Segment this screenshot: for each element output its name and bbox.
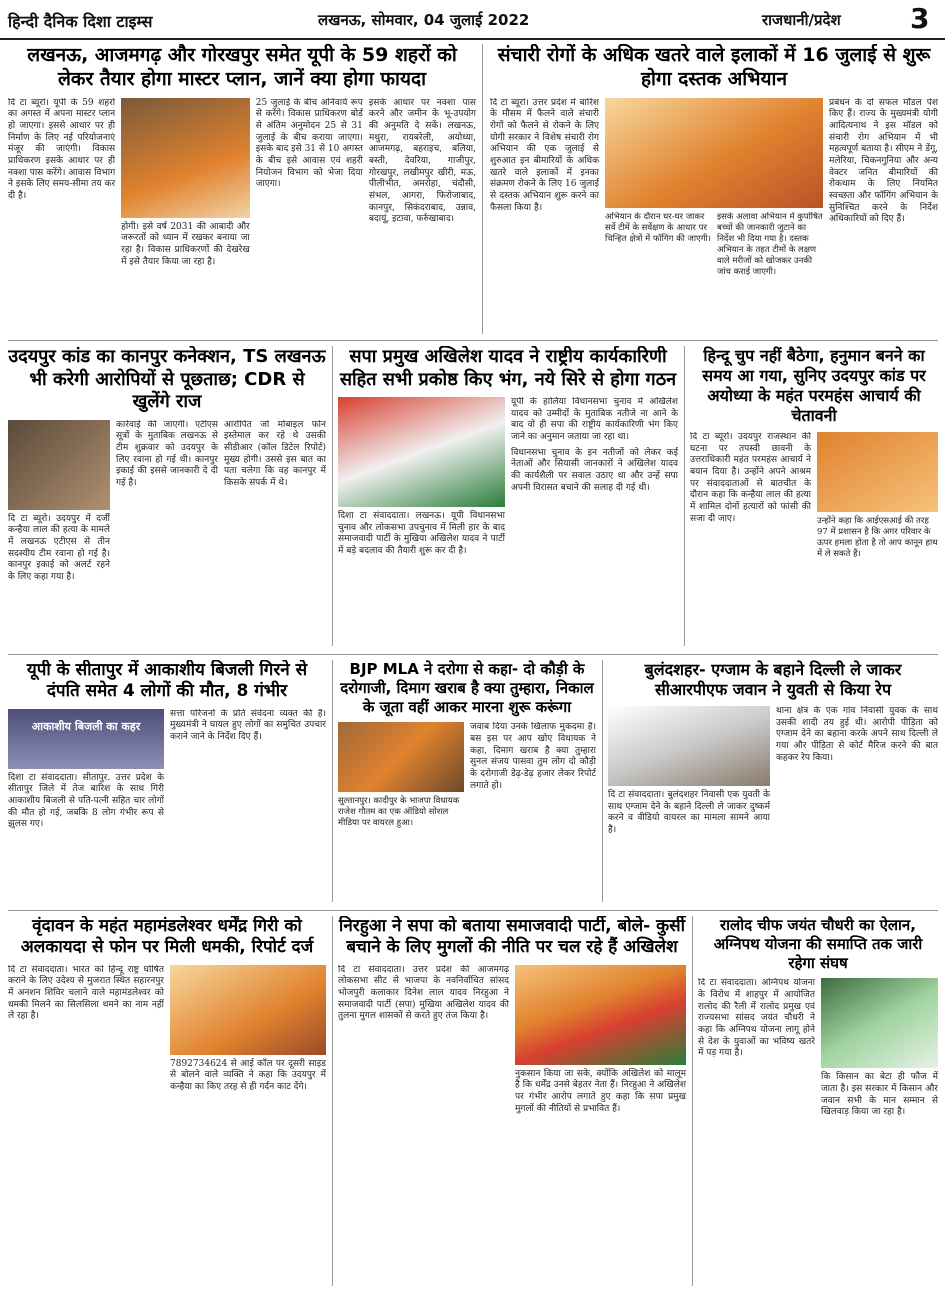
photo-jayant — [821, 978, 938, 1068]
photo-yogi — [121, 98, 250, 218]
column-rule — [692, 916, 693, 1286]
headline-mla-darogaji: BJP MLA ने दरोगा से कहा- दो कौड़ी के दरोगाजी, दिमाग खराब है क्या तुम्हारा, निकाल के जूता वहीं आकर मारना शुरू करूंगा — [340, 660, 594, 716]
story-text: दि टा ब्यूरो। उदयपुर राजस्थान की घटना पर तपस्वी छावनी के उत्तराधिकारी महंत परमहंस आचार्य ने बयान दिया है। उन्होंने अपने आश्रम पर संवाददाताओं से बातचीत के दौरान कहा कि कन्हैया लाल की हत्या में शामिल दोनों हत्यारों को फांसी की सजा दी जाए। — [690, 432, 811, 524]
headline-jayant: रालोद चीफ जयंत चौधरी का ऐलान, अग्निपथ योजना की समाप्ति तक जारी रहेगा संघष — [713, 916, 923, 972]
headline-udaipur-kanpur: उदयपुर कांड का कानपुर कनेक्शन, TS लखनऊ भी करेगी आरोपियों से पूछताछ; CDR से खुलेंगे राज — [8, 346, 326, 412]
story-text: सत्ता परिजनों के प्रति संवेदना व्यक्त की है। मुख्यमंत्री ने घायल हुए लोगों का समुचित उपचार कराने जाने के निर्देश दिए हैं। — [170, 708, 326, 742]
story-text: प्रबंधन के दो सफल मॉडल पेश किए हैं। राज्य के मुख्यमंत्री योगी आदित्यनाथ ने इस मॉडल को संचारी रोग अभियान में भी महत्वपूर्ण बताया है। सीएम ने डेंगू, मलेरिया, चिकनगुनिया और अन्य वेक्टर जनित बीमारियों की रोकथाम के लिए नियमित स्वच्छता और फॉगिंग अभियान के सुनिश्चित करने के निर्देश अधिकारियों को दिए हैं। — [829, 97, 938, 225]
story-udaipur-kanpur — [8, 346, 326, 652]
row-rule — [8, 654, 938, 655]
photo-akhilesh — [338, 397, 505, 507]
story-text: कि किसान का बेटा ही फौज में जाता है। इस सरकार में किसान और जवान सभी के मान सम्मान से खिलवाड़ किया जा रहा है। — [821, 1072, 938, 1118]
story-text: इसके अलावा अभियान में कुपोषित बच्चों की जानकारी जुटाने का निर्देश भी दिया गया है। दस्तक अभियान के तहत टीमों के लक्षण वाले मरीजों को खोजकर उनकी जांच कराई जाएगी। — [717, 211, 823, 277]
section-name: राजधानी/प्रदेश — [762, 11, 841, 29]
headline-master-plan: लखनऊ, आजमगढ़ और गोरखपुर समेत यूपी के 59 शहरों को लेकर तैयार होगा मास्टर प्लान, जानें क्या होगा फायदा — [27, 44, 457, 90]
headline-akhilesh-sp: सपा प्रमुख अखिलेश यादव ने राष्ट्रीय कार्यकारिणी सहित सभी प्रकोष्ठ किए भंग, नये सिरे से होगा गठन — [339, 346, 677, 390]
story-text: इसके आधार पर नक्शा पास करने और जमीन के भू-उपयोग की अनुमति दे सकें। लखनऊ, मथुरा, रायबरेली, अयोध्या, आजमगढ़, बहराइच, बलिया, बस्ती, देवरिया, गाजीपुर, गोरखपुर, लखीमपुर खीरी, मऊ, पीलीभीत, अमरोहा, चंदौसी, संभल, आगरा, फिरोजाबाद, कानपुर, सिकंदराबाद, उन्नाव, बदायूं, इटावा, फर्रुखाबाद। — [368, 97, 476, 225]
story-text: कार्रवाई की जाएगी। एटीएस सूत्रों के मुताबिक लखनऊ से टीम शुक्रवार को उदयपुर के लिए रवाना हो गई थी। कानपुर इकाई की इससे जानकारी दे दी गई है। — [116, 419, 218, 488]
headline-dharmendra-giri: वृंदावन के महंत महामंडलेश्वर धर्मेंद्र गिरी को अलकायदा से फोन पर मिली धमकी, रिपोर्ट दर्ज — [20, 916, 314, 958]
story-paramhans — [690, 346, 938, 652]
story-mla-darogaji — [338, 660, 596, 908]
story-dharmendra-giri — [8, 916, 326, 1288]
photo-caption: सुल्तानपुर। कादीपुर के भाजपा विधायक राजेश गौतम का एक ऑडियो सोशल मीडिया पर वायरल हुआ। — [338, 796, 460, 829]
story-text: दि टा संवाददाता। अग्निपथ योजना के विरोध में शाहपुर में आयोजित रालोद की रैली में रालोद प्रमुख एवं राज्यसभा सांसद जयंत चौधरी ने कहा कि अग्निपथ योजना लागू होने से देश के युवाओं का भविष्य खतरे में पड़ गया है। — [698, 978, 815, 1059]
story-text: होगी। इसे वर्ष 2031 की आबादी और जरूरतों को ध्यान में रखकर बनाया जा रहा है। विकास प्राधिकरणों की देखरेख में इसे तैयार किया जा रहा है। — [121, 221, 250, 267]
story-text: विधानसभा चुनाव के इन नतीजों को लेकर कई नेताओं और सियासी जानकारों ने अखिलेश यादव की कार्यशैली पर सवाल उठाए था और उन्हें सपा अपनी विरासत बचाने की सलाह दी गई थी। — [511, 447, 678, 493]
story-text: दि टा संवाददाता। भारत को हिन्दू राष्ट्र घोषित कराने के लिए उदेश्य से मुजरात स्थित सहारनपुर में अनशन शिविर चलाने वाले महामंडलेश्वर को धमकी मिलने का सिलसिला थमने का नाम नहीं ले रहा है। — [8, 964, 164, 1022]
headline-paramhans: हिन्दू चुप नहीं बैठेगा, हनुमान बनने का समय आ गया, सुनिए उदयपुर कांड पर अयोध्या के महंत परमहंस आचार्य की चेतावनी — [702, 346, 926, 425]
story-jayant — [698, 916, 938, 1288]
story-text: 7892734624 से आई कॉल पर दूसरी साइड से बोलने वाले व्यक्ति ने कहा कि उदयपुर में कन्हैया का किए तरह से ही गर्दन काट देंगे। — [170, 1058, 326, 1092]
row-rule — [8, 910, 938, 911]
story-text: नुकसान किया जा सके, क्योंकि अखिलेश को मालूम है कि धर्मेंद्र उनसे बेहतर नेता हैं। निरहुआ ने अखिलेश पर गंभीर आरोप लगाते हुए कहा कि सपा प्रमुख मुगलों की नीतियों से प्रभावित हैं। — [515, 1068, 686, 1114]
story-text: दि टा ब्यूरो। उत्तर प्रदेश में बारिश के मौसम में फैलने वाले संचारी रोगों को फैलने से रोकने के लिए योगी सरकार ने विशेष संचारी रोग अभियान की एक जुलाई से शुरुआत इन बीमारियों के अधिक खतरे वाले इलाकों में इनका संक्रमण रोकने के लिए 16 जुलाई से दस्तक अभियान शुरू करने का फैसला किया है। — [490, 97, 599, 213]
page-number: 3 — [910, 2, 930, 35]
headline-nirahua: निरहुआ ने सपा को बताया समाजवादी पार्टी, बोले- कुर्सी बचाने के लिए मुगलों की नीति पर चल रहे हैं अखिलेश — [338, 916, 686, 958]
column-rule — [332, 916, 333, 1286]
story-text: जवाब दिया उनके खिलाफ मुकदमा है। बस इस पर आप खोए विधायक ने कहा, दिमाग खराब है क्या तुम्हारा सुनल संजय पासवा तुम लोग दो कौड़ी के दरोगाजी डेढ़-डेढ़ हजार लेकर रिपोर्ट लगाते हो। — [470, 722, 596, 791]
story-nirahua — [338, 916, 686, 1288]
story-text: यूपी के हालिया विधानसभा चुनाव में अखिलेश यादव को उम्मीदों के मुताबिक नतीजे ना आने के बाद वो ही सपा की राष्ट्रीय कार्यकारिणी भंग किए जाने का अनुमान जताया जा रहा था। — [511, 397, 678, 443]
photo-label: आकाशीय बिजली का कहर — [31, 719, 141, 733]
column-rule — [482, 44, 483, 334]
story-text: दिशा टा संवाददाता। सीतापुर. उत्तर प्रदेश के सीतापुर जिले में तेज बारिश के साथ गिरी आकाशीय बिजली से पति-पत्नी सहित चार लोगों की मौत हो गई, जबकि 8 लोग गंभीर रूप से झुलस गए। — [8, 772, 164, 830]
column-rule — [684, 346, 685, 646]
story-text: थाना क्षेत्र के एक गांव निवासी युवक के साथ उसकी शादी तय हुई थी। आरोपी पीड़िता को एग्जाम देने का बहाना करके अपने साथ दिल्ली ले गया और पीड़िता से कोर्ट मैरिज करने की बात कहकर रेप किया। — [776, 706, 938, 763]
photo-lightning — [8, 709, 164, 769]
story-text: दि टा संवाददाता। बुलंदशहर निवासी एक युवती के साथ एग्जाम देने के बहाने दिल्ली ले जाकर दुष्कर्म करने व वीडियो वायरल का मामला सामने आया है। — [608, 790, 770, 836]
story-bulandshahr — [608, 660, 938, 908]
photo-yogi — [605, 98, 823, 208]
photo-caption: उन्होंने कहा कि आईएसआई की तरह 97 में प्रशासन है कि अगर परिवार के ऊपर हमला होता है तो आप कानून हाथ में ले सकते हैं। — [817, 516, 938, 560]
masthead — [0, 0, 945, 40]
story-text: आरोपित जो मोबाइल फोन इस्तेमाल कर रहे थे उसकी सीडीआर (कॉल डिटेल रिपोर्ट) मुख्य होगी। उससे इस बात का पता चलेगा कि वह कानपुर में किसके संपर्क में थे। — [224, 419, 326, 488]
headline-bulandshahr: बुलंदशहर- एग्जाम के बहाने दिल्ली ले जाकर सीआरपीएफ जवान ने युवती से किया रेप — [644, 660, 902, 699]
column-rule — [332, 346, 333, 646]
story-text: 25 जुलाई के बीच अनिवार्य रूप से करेंगे। विकास प्राधिकरण बोर्ड से अंतिम अनुमोदन 25 से 31 जुलाई के बीच कराया जाएगा। इसके बाद इसे 31 से 10 अगस्त के बीच इसे आवास एवं शहरी नियोजन विभाग को भेजा दिया जाएगा। — [255, 97, 363, 190]
photo-dharmendra — [170, 965, 326, 1055]
story-text: दि टा ब्यूरो। यूपी के 59 शहरों का अगस्त में अपना मास्टर प्लान हो जाएगा। इससे आधार पर ही निर्माण के लिए नई परियोजनाएं मंजूर की जाएंगी। विकास प्राधिकरण इसके आधार पर ही नक्शा पास करेंगे। आवास विभाग ने इसके लिए समय-सीमा तय कर दी है। — [8, 97, 116, 201]
headline-lightning: यूपी के सीतापुर में आकाशीय बिजली गिरने से दंपति समेत 4 लोगों की मौत, 8 गंभीर — [26, 660, 308, 702]
row-rule — [8, 340, 938, 341]
photo-caption: अभियान के दौरान घर-घर जाकर सर्वे टीमें के सर्वेक्षण के आधार पर चिन्हित क्षेत्रों में फॉगिंग की जाएगी। — [605, 211, 711, 244]
photo-victim — [608, 706, 770, 786]
date-line: लखनऊ, सोमवार, 04 जुलाई 2022 — [318, 11, 530, 29]
photo-mla — [338, 722, 464, 792]
story-akhilesh-sp — [338, 346, 678, 652]
story-master-plan — [8, 44, 476, 344]
headline-dastak: संचारी रोगों के अधिक खतरे वाले इलाकों में 16 जुलाई से शुरू होगा दस्तक अभियान — [497, 44, 931, 90]
story-lightning — [8, 660, 326, 908]
photo-accused — [8, 420, 110, 510]
photo-mahant — [817, 432, 938, 512]
photo-nirahua — [515, 965, 686, 1065]
story-text: दि टा ब्यूरो। उदयपुर में दर्जी कन्हैया लाल की हत्या के मामले में लखनऊ एटीएस से तीन सदस्यीय टीम रवाना हो गई है। कानपुर इकाई को अलर्ट रहने के लिए कहा गया है। — [8, 513, 110, 582]
story-dastak — [490, 44, 938, 344]
column-rule — [332, 660, 333, 902]
column-rule — [602, 660, 603, 902]
paper-name: हिन्दी दैनिक दिशा टाइम्स — [8, 12, 153, 31]
story-text: दिशा टा संवाददाता। लखनऊ। यूपी विधानसभा चुनाव और लोकसभा उपचुनाव में मिली हार के बाद समाजवादी पार्टी के मुखिया अखिलेश यादव ने पार्टी में बड़े बदलाव की तैयारी शुरू कर दी है। — [338, 511, 505, 557]
story-text: दि टा संवाददाता। उत्तर प्रदेश की आजमगढ़ लोकसभा सीट से भाजपा के नवनिर्वाचित सांसद भोजपुरी कलाकार दिनेश लाल यादव निरहुआ ने समाजवादी पार्टी (सपा) मुखिया अखिलेश यादव की तुलना मुगल शासकों से करते हुए तंज किया है। — [338, 964, 509, 1022]
